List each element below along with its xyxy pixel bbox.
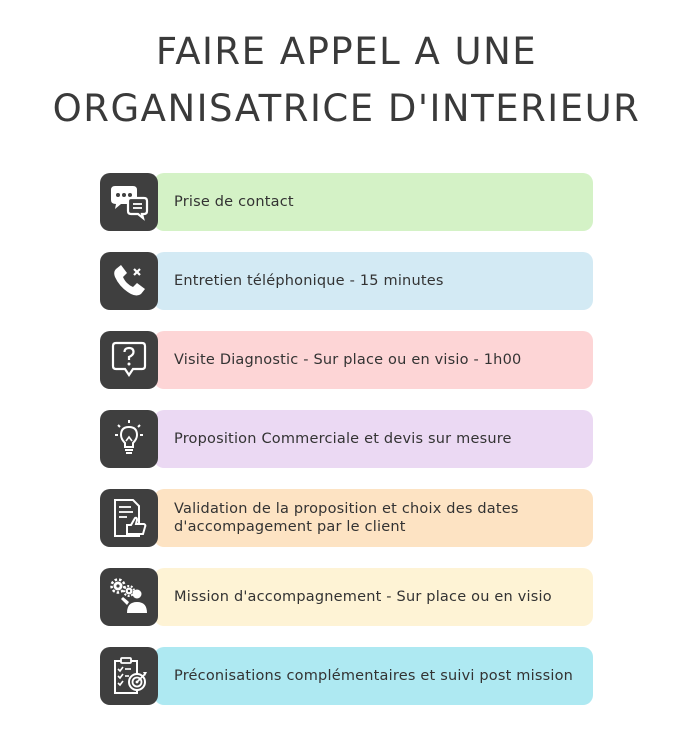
- step-4-bar: [154, 410, 593, 468]
- step-7-label: Préconisations complémentaires et suivi post mission: [174, 668, 574, 684]
- page-title-line-2: ORGANISATRICE D'INTERIEUR: [52, 87, 641, 130]
- chat-bubbles-icon: [107, 180, 151, 224]
- step-1-bar: [154, 173, 593, 231]
- step-2-icon-box: [100, 252, 158, 310]
- step-6-icon-box: [100, 568, 158, 626]
- step-7-bar: [154, 647, 593, 705]
- step-4-label: Proposition Commerciale et devis sur mesure: [174, 431, 512, 447]
- step-7: [100, 647, 593, 705]
- light-bulb-icon: [107, 417, 151, 461]
- step-1-label: Prise de contact: [174, 194, 294, 210]
- step-3-icon-box: [100, 331, 158, 389]
- step-3-label: Visite Diagnostic - Sur place ou en visio - 1h00: [174, 352, 522, 368]
- step-1: [100, 173, 593, 231]
- step-2-label: Entretien téléphonique - 15 minutes: [174, 273, 444, 289]
- step-3: [100, 331, 593, 389]
- clipboard-target-icon: [107, 654, 151, 698]
- step-2: [100, 252, 593, 310]
- step-6: [100, 568, 593, 626]
- question-bubble-icon: [107, 338, 151, 382]
- step-5-icon-box: [100, 489, 158, 547]
- step-5: [100, 489, 593, 547]
- step-2-bar: [154, 252, 593, 310]
- step-5-label: Validation de la proposition et choix des dates d'accompagement par le client: [174, 501, 519, 535]
- step-4-icon-box: [100, 410, 158, 468]
- document-thumbs-up-icon: [107, 496, 151, 540]
- step-6-bar: [154, 568, 593, 626]
- page-title-line-1: FAIRE APPEL A UNE: [155, 30, 538, 73]
- step-1-icon-box: [100, 173, 158, 231]
- phone-call-icon: [107, 259, 151, 303]
- step-7-icon-box: [100, 647, 158, 705]
- step-5-bar: [154, 489, 593, 547]
- person-gears-icon: [107, 575, 151, 619]
- step-3-bar: [154, 331, 593, 389]
- step-6-label: Mission d'accompagnement - Sur place ou en visio: [174, 589, 552, 605]
- step-4: [100, 410, 593, 468]
